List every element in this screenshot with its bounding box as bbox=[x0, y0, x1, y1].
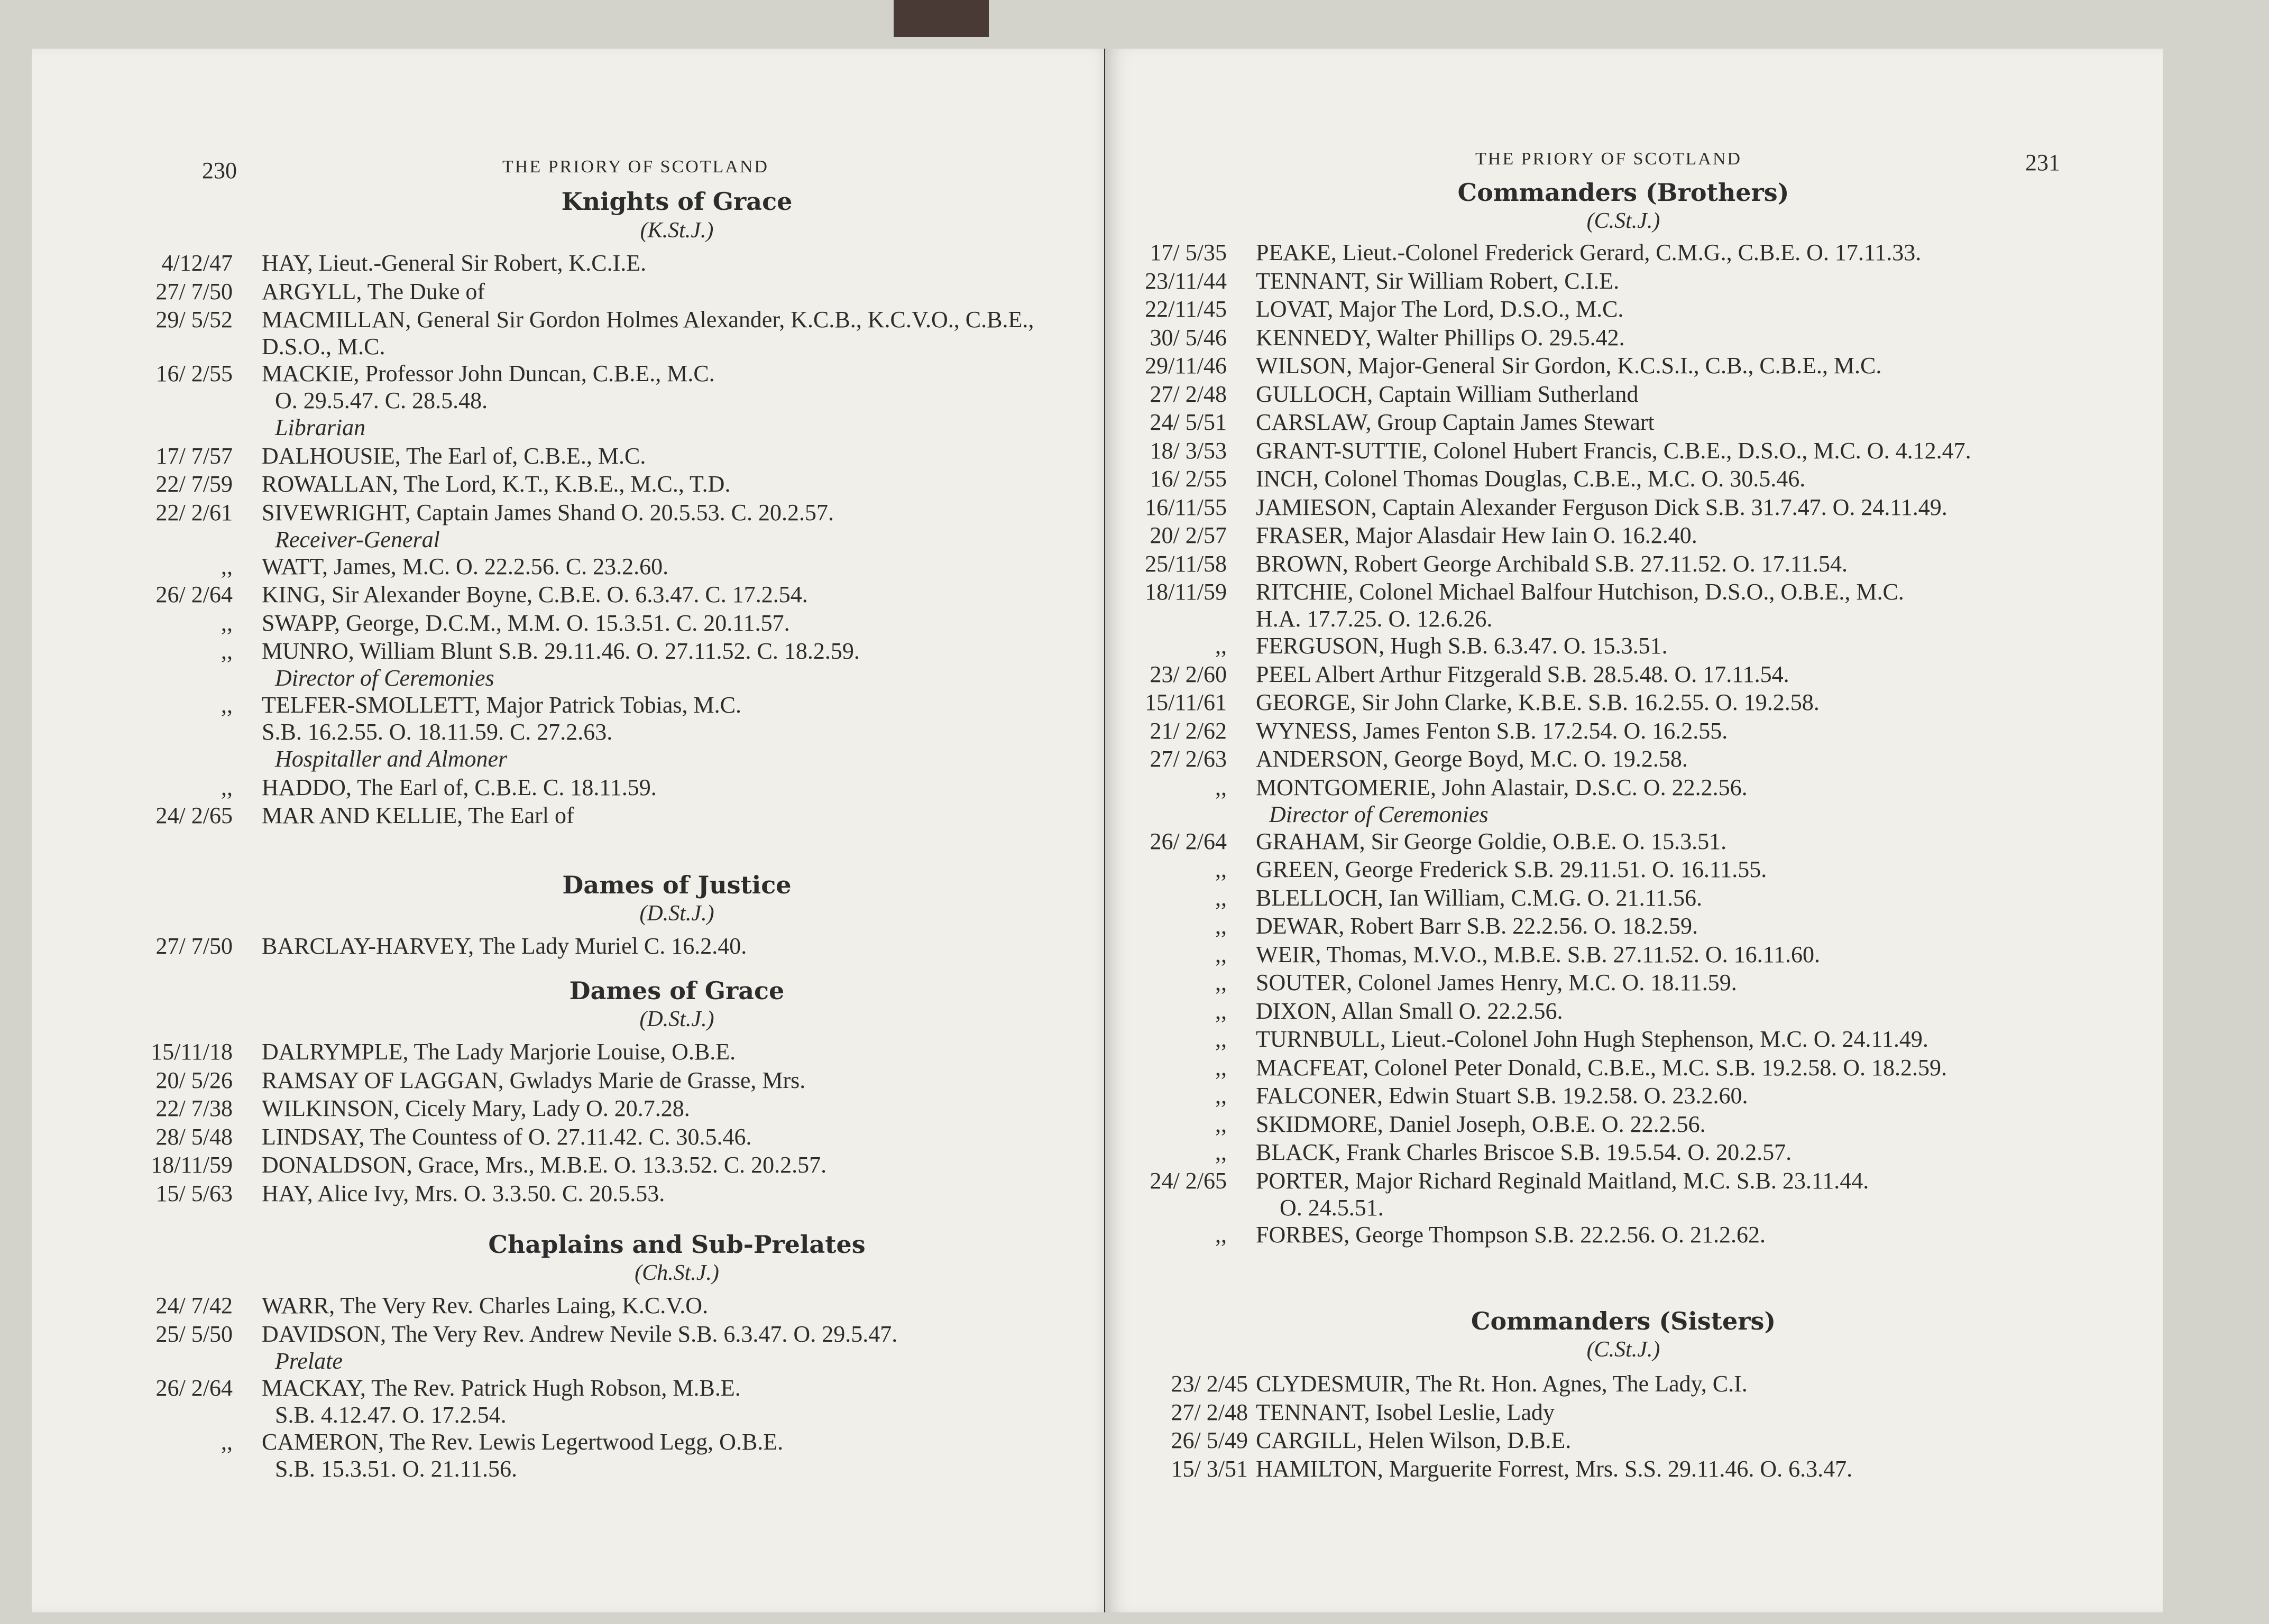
entry-date: ,, bbox=[1215, 1054, 1227, 1081]
list-item bbox=[1105, 381, 2157, 409]
list-item bbox=[111, 1428, 1116, 1482]
entry-text: PEAKE, Lieut.-Colonel Frederick Gerard, C.M.G., C.B.E. O. 17.11.33. bbox=[1256, 239, 1922, 265]
entry-date: 27/ 2/63 bbox=[1150, 746, 1227, 772]
list-item bbox=[111, 1095, 1116, 1123]
entry-date: 15/ 5/63 bbox=[155, 1180, 233, 1206]
entry-text: DALHOUSIE, The Earl of, C.B.E., M.C. bbox=[262, 442, 646, 469]
list-item bbox=[1105, 550, 2157, 579]
entry-text: LINDSAY, The Countess of O. 27.11.42. C. 30.5.46. bbox=[262, 1123, 752, 1150]
entry-text: FORBES, George Thompson S.B. 22.2.56. O. 21.2.62. bbox=[1256, 1221, 1766, 1248]
entry-text: FRASER, Major Alasdair Hew Iain O. 16.2.40. bbox=[1256, 522, 1697, 548]
entry-date: 23/ 2/45 bbox=[1171, 1371, 1248, 1397]
entry-text: DIXON, Allan Small O. 22.2.56. bbox=[1256, 998, 1563, 1024]
entry-text: BROWN, Robert George Archibald S.B. 27.11.52. O. 17.11.54. bbox=[1256, 550, 1848, 577]
entry-date: 18/11/59 bbox=[1145, 579, 1227, 605]
entry-date: 27/ 7/50 bbox=[155, 278, 233, 304]
list-item bbox=[1105, 998, 2157, 1026]
section-list bbox=[111, 1038, 1116, 1208]
entry-date: ,, bbox=[221, 1428, 233, 1455]
entry-date: ,, bbox=[221, 553, 233, 579]
entry-date: 4/12/47 bbox=[161, 250, 233, 276]
entry-text: ARGYLL, The Duke of bbox=[262, 278, 485, 304]
entry-text-continued: S.B. 16.2.55. O. 18.11.59. C. 27.2.63. bbox=[262, 719, 613, 745]
entry-date: 16/ 2/55 bbox=[155, 361, 233, 386]
office-title: Director of Ceremonies bbox=[275, 665, 494, 691]
entry-text: SKIDMORE, Daniel Joseph, O.B.E. O. 22.2.56. bbox=[1256, 1111, 1706, 1137]
entry-date: 18/11/59 bbox=[151, 1152, 233, 1178]
section-abbreviation: (Ch.St.J.) bbox=[635, 1261, 719, 1285]
entry-date: 24/ 2/65 bbox=[155, 802, 233, 828]
list-item bbox=[1105, 884, 2157, 913]
list-item bbox=[1105, 296, 2157, 324]
entry-text: JAMIESON, Captain Alexander Ferguson Dick S.B. 31.7.47. O. 24.11.49. bbox=[1256, 494, 1948, 520]
entry-date: ,, bbox=[1215, 1221, 1227, 1248]
list-item bbox=[111, 802, 1116, 831]
section-abbreviation: (D.St.J.) bbox=[639, 1007, 714, 1031]
list-item bbox=[111, 414, 1116, 442]
entry-text: MACMILLAN, General Sir Gordon Holmes Alexander, K.C.B., K.C.V.O., C.B.E., bbox=[262, 307, 1034, 333]
list-item bbox=[1105, 1455, 2157, 1484]
entry-text: SIVEWRIGHT, Captain James Shand O. 20.5.53. C. 20.2.57. bbox=[262, 499, 834, 525]
entry-text: WARR, The Very Rev. Charles Laing, K.C.V.O. bbox=[262, 1293, 709, 1318]
entry-text: DALRYMPLE, The Lady Marjorie Louise, O.B.E. bbox=[262, 1039, 736, 1065]
entry-text-continued: O. 24.5.51. bbox=[1280, 1194, 1384, 1221]
entry-date: 17/ 7/57 bbox=[155, 442, 233, 469]
entry-date: ,, bbox=[221, 638, 233, 664]
page-number: 231 bbox=[2025, 150, 2060, 176]
list-item bbox=[1105, 745, 2157, 774]
entry-text: GEORGE, Sir John Clarke, K.B.E. S.B. 16.2.55. O. 19.2.58. bbox=[1256, 689, 1820, 715]
list-item bbox=[111, 278, 1116, 307]
entry-date: 26/ 5/49 bbox=[1171, 1427, 1248, 1453]
entry-text: INCH, Colonel Thomas Douglas, C.B.E., M.C. O. 30.5.46. bbox=[1256, 466, 1806, 492]
entry-text: DEWAR, Robert Barr S.B. 22.2.56. O. 18.2.59. bbox=[1256, 913, 1698, 939]
entry-date: 24/ 2/65 bbox=[1150, 1167, 1227, 1194]
entry-text: WILKINSON, Cicely Mary, Lady O. 20.7.28. bbox=[262, 1095, 690, 1121]
entry-date: 15/11/61 bbox=[1145, 689, 1227, 715]
entry-text: HAMILTON, Marguerite Forrest, Mrs. S.S. 29.11.46. O. 6.3.47. bbox=[1256, 1455, 1853, 1482]
entry-date: 17/ 5/35 bbox=[1150, 239, 1227, 265]
entry-text: WATT, James, M.C. O. 22.2.56. C. 23.2.60. bbox=[262, 553, 669, 579]
list-item bbox=[1105, 941, 2157, 970]
list-item bbox=[111, 499, 1116, 553]
entry-text: GRAHAM, Sir George Goldie, O.B.E. O. 15.3.51. bbox=[1256, 828, 1727, 854]
entry-date: 27/ 7/50 bbox=[155, 933, 233, 959]
list-item bbox=[1105, 1082, 2157, 1111]
list-item bbox=[1105, 1139, 2157, 1167]
list-item bbox=[1105, 689, 2157, 717]
office-title: Hospitaller and Almoner bbox=[275, 746, 508, 772]
list-item bbox=[1105, 1026, 2157, 1054]
entry-date: 15/ 3/51 bbox=[1171, 1455, 1248, 1482]
list-item bbox=[1105, 494, 2157, 522]
section-abbreviation: (C.St.J.) bbox=[1586, 209, 1660, 233]
entry-date: 21/ 2/62 bbox=[1150, 717, 1227, 744]
entry-date: 29/11/46 bbox=[1145, 353, 1227, 379]
entry-text: FERGUSON, Hugh S.B. 6.3.47. O. 15.3.51. bbox=[1256, 633, 1668, 659]
right-page bbox=[1105, 49, 2163, 1612]
entry-text: CARSLAW, Group Captain James Stewart bbox=[1256, 409, 1655, 435]
entry-text: WILSON, Major-General Sir Gordon, K.C.S.I., C.B., C.B.E., M.C. bbox=[1256, 353, 1882, 379]
entry-text: RAMSAY OF LAGGAN, Gwladys Marie de Grasse, Mrs. bbox=[262, 1067, 806, 1093]
section-list bbox=[111, 250, 1116, 831]
section-title: Commanders (Brothers) bbox=[1457, 178, 1789, 207]
list-item bbox=[111, 1067, 1116, 1095]
list-item bbox=[1105, 578, 2157, 632]
entry-date: ,, bbox=[1215, 633, 1227, 659]
entry-text: KENNEDY, Walter Phillips O. 29.5.42. bbox=[1256, 324, 1625, 350]
entry-date: ,, bbox=[221, 610, 233, 636]
entry-date: ,, bbox=[1215, 1083, 1227, 1109]
list-item bbox=[1105, 912, 2157, 941]
entry-date: ,, bbox=[221, 774, 233, 800]
entry-date: 25/11/58 bbox=[1145, 550, 1227, 577]
section-title: Dames of Grace bbox=[569, 976, 785, 1005]
list-item bbox=[1105, 774, 2157, 828]
entry-date: ,, bbox=[1215, 941, 1227, 967]
entry-date: 26/ 2/64 bbox=[155, 582, 233, 607]
entry-text: GULLOCH, Captain William Sutherland bbox=[1256, 381, 1639, 407]
list-item bbox=[1105, 437, 2157, 466]
list-item bbox=[1105, 661, 2157, 689]
office-title: Receiver-General bbox=[275, 526, 440, 552]
entry-text: HADDO, The Earl of, C.B.E. C. 18.11.59. bbox=[262, 774, 657, 800]
section-list bbox=[111, 933, 1116, 961]
list-item bbox=[1105, 1399, 2157, 1427]
entry-text: HAY, Alice Ivy, Mrs. O. 3.3.50. C. 20.5.53. bbox=[262, 1180, 665, 1206]
section-title: Chaplains and Sub-Prelates bbox=[488, 1230, 866, 1259]
list-item bbox=[111, 610, 1116, 638]
list-item bbox=[111, 638, 1116, 691]
list-item bbox=[1105, 1054, 2157, 1083]
entry-text: CLYDESMUIR, The Rt. Hon. Agnes, The Lady, C.I. bbox=[1256, 1371, 1748, 1397]
list-item bbox=[111, 360, 1116, 414]
list-item bbox=[1105, 267, 2157, 296]
list-item bbox=[1105, 632, 2157, 661]
entry-date: 15/11/18 bbox=[151, 1039, 233, 1065]
section-title: Dames of Justice bbox=[562, 871, 792, 899]
list-item bbox=[1105, 522, 2157, 550]
running-header: THE PRIORY OF SCOTLAND bbox=[502, 157, 769, 177]
list-item bbox=[1105, 969, 2157, 998]
entry-text: MONTGOMERIE, John Alastair, D.S.C. O. 22.2.56. bbox=[1256, 774, 1748, 800]
entry-text: TELFER-SMOLLETT, Major Patrick Tobias, M.C. bbox=[262, 692, 741, 718]
entry-text: FALCONER, Edwin Stuart S.B. 19.2.58. O. 23.2.60. bbox=[1256, 1083, 1748, 1109]
entry-date: 26/ 2/64 bbox=[1150, 828, 1227, 854]
entry-text: TURNBULL, Lieut.-Colonel John Hugh Stephenson, M.C. O. 24.11.49. bbox=[1256, 1026, 1928, 1052]
entry-text: DAVIDSON, The Very Rev. Andrew Nevile S.B. 6.3.47. O. 29.5.47. bbox=[262, 1321, 898, 1347]
entry-text: MACFEAT, Colonel Peter Donald, C.B.E., M.C. S.B. 19.2.58. O. 18.2.59. bbox=[1256, 1054, 1948, 1081]
entry-text: ROWALLAN, The Lord, K.T., K.B.E., M.C., T.D. bbox=[262, 471, 731, 497]
entry-text: PORTER, Major Richard Reginald Maitland, M.C. S.B. 23.11.44. bbox=[1256, 1167, 1869, 1194]
list-item bbox=[111, 581, 1116, 610]
entry-text: MACKIE, Professor John Duncan, C.B.E., M.C. bbox=[262, 361, 715, 386]
entry-text: WYNESS, James Fenton S.B. 17.2.54. O. 16.2.55. bbox=[1256, 717, 1728, 744]
entry-text: HAY, Lieut.-General Sir Robert, K.C.I.E. bbox=[262, 250, 647, 276]
running-header: THE PRIORY OF SCOTLAND bbox=[1475, 149, 1742, 169]
entry-text: GRANT-SUTTIE, Colonel Hubert Francis, C.B.E., D.S.O., M.C. O. 4.12.47. bbox=[1256, 437, 1971, 464]
entry-text: BLACK, Frank Charles Briscoe S.B. 19.5.54. O. 20.2.57. bbox=[1256, 1139, 1792, 1165]
list-item bbox=[1105, 1167, 2157, 1221]
entry-text: SOUTER, Colonel James Henry, M.C. O. 18.11.59. bbox=[1256, 970, 1737, 995]
entry-date: ,, bbox=[1215, 998, 1227, 1024]
entry-date: ,, bbox=[221, 692, 233, 718]
entry-date: 16/11/55 bbox=[1145, 494, 1227, 520]
list-item bbox=[111, 774, 1116, 802]
list-item bbox=[111, 1374, 1116, 1428]
list-item bbox=[111, 470, 1116, 499]
entry-text: DONALDSON, Grace, Mrs., M.B.E. O. 13.3.52. C. 20.2.57. bbox=[262, 1152, 827, 1178]
entry-text: TENNANT, Isobel Leslie, Lady bbox=[1256, 1399, 1555, 1425]
entry-date: 29/ 5/52 bbox=[155, 307, 233, 333]
entry-text: KING, Sir Alexander Boyne, C.B.E. O. 6.3.47. C. 17.2.54. bbox=[262, 582, 808, 607]
list-item bbox=[1105, 1221, 2157, 1250]
list-item bbox=[1105, 1427, 2157, 1455]
list-item bbox=[111, 1151, 1116, 1180]
entry-date: 22/11/45 bbox=[1145, 296, 1227, 322]
list-item bbox=[1105, 717, 2157, 746]
section-abbreviation: (C.St.J.) bbox=[1586, 1337, 1660, 1362]
section-list bbox=[1105, 1370, 2157, 1483]
list-item bbox=[1105, 324, 2157, 353]
entry-text: CAMERON, The Rev. Lewis Legertwood Legg, O.B.E. bbox=[262, 1428, 784, 1455]
section-list bbox=[111, 1292, 1116, 1482]
entry-text-continued: S.B. 15.3.51. O. 21.11.56. bbox=[275, 1455, 517, 1482]
list-item bbox=[111, 1292, 1116, 1321]
entry-text: PEEL Albert Arthur Fitzgerald S.B. 28.5.48. O. 17.11.54. bbox=[1256, 661, 1789, 687]
entry-date: 24/ 7/42 bbox=[155, 1293, 233, 1318]
section-list bbox=[1105, 239, 2157, 1249]
office-title: Librarian bbox=[275, 414, 366, 440]
list-item bbox=[111, 1321, 1116, 1374]
list-item bbox=[111, 691, 1116, 745]
list-item bbox=[111, 306, 1116, 360]
entry-text: TENNANT, Sir William Robert, C.I.E. bbox=[1256, 267, 1620, 294]
list-item bbox=[1105, 856, 2157, 884]
entry-text: BLELLOCH, Ian William, C.M.G. O. 21.11.56. bbox=[1256, 884, 1702, 911]
entry-date: 25/ 5/50 bbox=[155, 1321, 233, 1347]
list-item bbox=[111, 933, 1116, 961]
entry-text: MUNRO, William Blunt S.B. 29.11.46. O. 27.11.52. C. 18.2.59. bbox=[262, 638, 860, 664]
list-item bbox=[1105, 828, 2157, 856]
list-item bbox=[111, 1180, 1116, 1208]
entry-date: ,, bbox=[1215, 856, 1227, 882]
entry-date: 22/ 7/59 bbox=[155, 471, 233, 497]
list-item bbox=[1105, 409, 2157, 437]
entry-text: MACKAY, The Rev. Patrick Hugh Robson, M.B.E. bbox=[262, 1374, 741, 1401]
section-abbreviation: (K.St.J.) bbox=[640, 218, 714, 243]
list-item bbox=[1105, 465, 2157, 494]
list-item bbox=[111, 250, 1116, 278]
entry-text-continued: O. 29.5.47. C. 28.5.48. bbox=[275, 387, 488, 413]
list-item bbox=[111, 745, 1116, 774]
entry-date: ,, bbox=[1215, 913, 1227, 939]
entry-date: 23/11/44 bbox=[1145, 267, 1227, 294]
list-item bbox=[111, 1038, 1116, 1067]
entry-date: 20/ 5/26 bbox=[155, 1067, 233, 1093]
entry-text: CARGILL, Helen Wilson, D.B.E. bbox=[1256, 1427, 1572, 1453]
page-number: 230 bbox=[202, 158, 237, 183]
entry-date: 22/ 2/61 bbox=[155, 499, 233, 525]
office-title: Prelate bbox=[275, 1348, 343, 1374]
entry-text-continued: H.A. 17.7.25. O. 12.6.26. bbox=[1256, 606, 1493, 632]
list-item bbox=[1105, 352, 2157, 381]
list-item bbox=[111, 442, 1116, 471]
left-page bbox=[32, 49, 1116, 1612]
entry-date: 26/ 2/64 bbox=[155, 1374, 233, 1401]
entry-date: ,, bbox=[1215, 884, 1227, 911]
section-abbreviation: (D.St.J.) bbox=[639, 901, 714, 926]
entry-text: GREEN, George Frederick S.B. 29.11.51. O. 16.11.55. bbox=[1256, 856, 1767, 882]
list-item bbox=[1105, 239, 2157, 267]
entry-date: 28/ 5/48 bbox=[155, 1123, 233, 1150]
entry-date: ,, bbox=[1215, 1026, 1227, 1052]
entry-date: 16/ 2/55 bbox=[1150, 466, 1227, 492]
entry-date: 30/ 5/46 bbox=[1150, 324, 1227, 350]
entry-date: 27/ 2/48 bbox=[1150, 381, 1227, 407]
entry-date: ,, bbox=[1215, 774, 1227, 800]
entry-date: 24/ 5/51 bbox=[1150, 409, 1227, 435]
entry-date: 23/ 2/60 bbox=[1150, 661, 1227, 687]
entry-date: ,, bbox=[1215, 970, 1227, 995]
entry-date: 27/ 2/48 bbox=[1171, 1399, 1248, 1425]
office-title: Director of Ceremonies bbox=[1269, 801, 1489, 827]
entry-text: BARCLAY-HARVEY, The Lady Muriel C. 16.2.40. bbox=[262, 933, 747, 959]
entry-text: LOVAT, Major The Lord, D.S.O., M.C. bbox=[1256, 296, 1624, 322]
entry-text: SWAPP, George, D.C.M., M.M. O. 15.3.51. C. 20.11.57. bbox=[262, 610, 790, 636]
entry-text: ANDERSON, George Boyd, M.C. O. 19.2.58. bbox=[1256, 746, 1688, 772]
list-item bbox=[111, 553, 1116, 582]
book-spine bbox=[894, 0, 989, 37]
section-title: Commanders (Sisters) bbox=[1471, 1307, 1776, 1335]
list-item bbox=[1105, 1370, 2157, 1399]
entry-text: RITCHIE, Colonel Michael Balfour Hutchison, D.S.O., O.B.E., M.C. bbox=[1256, 579, 1904, 605]
list-item bbox=[111, 1123, 1116, 1152]
section-title: Knights of Grace bbox=[561, 187, 793, 216]
entry-text: MAR AND KELLIE, The Earl of bbox=[262, 802, 574, 828]
entry-text-continued: D.S.O., M.C. bbox=[262, 334, 385, 359]
list-item bbox=[1105, 1111, 2157, 1139]
entry-date: 20/ 2/57 bbox=[1150, 522, 1227, 548]
entry-text-continued: S.B. 4.12.47. O. 17.2.54. bbox=[275, 1401, 507, 1428]
entry-date: ,, bbox=[1215, 1111, 1227, 1137]
entry-text: WEIR, Thomas, M.V.O., M.B.E. S.B. 27.11.52. O. 16.11.60. bbox=[1256, 941, 1821, 967]
entry-date: 18/ 3/53 bbox=[1150, 437, 1227, 464]
entry-date: ,, bbox=[1215, 1139, 1227, 1165]
entry-date: 22/ 7/38 bbox=[155, 1095, 233, 1121]
